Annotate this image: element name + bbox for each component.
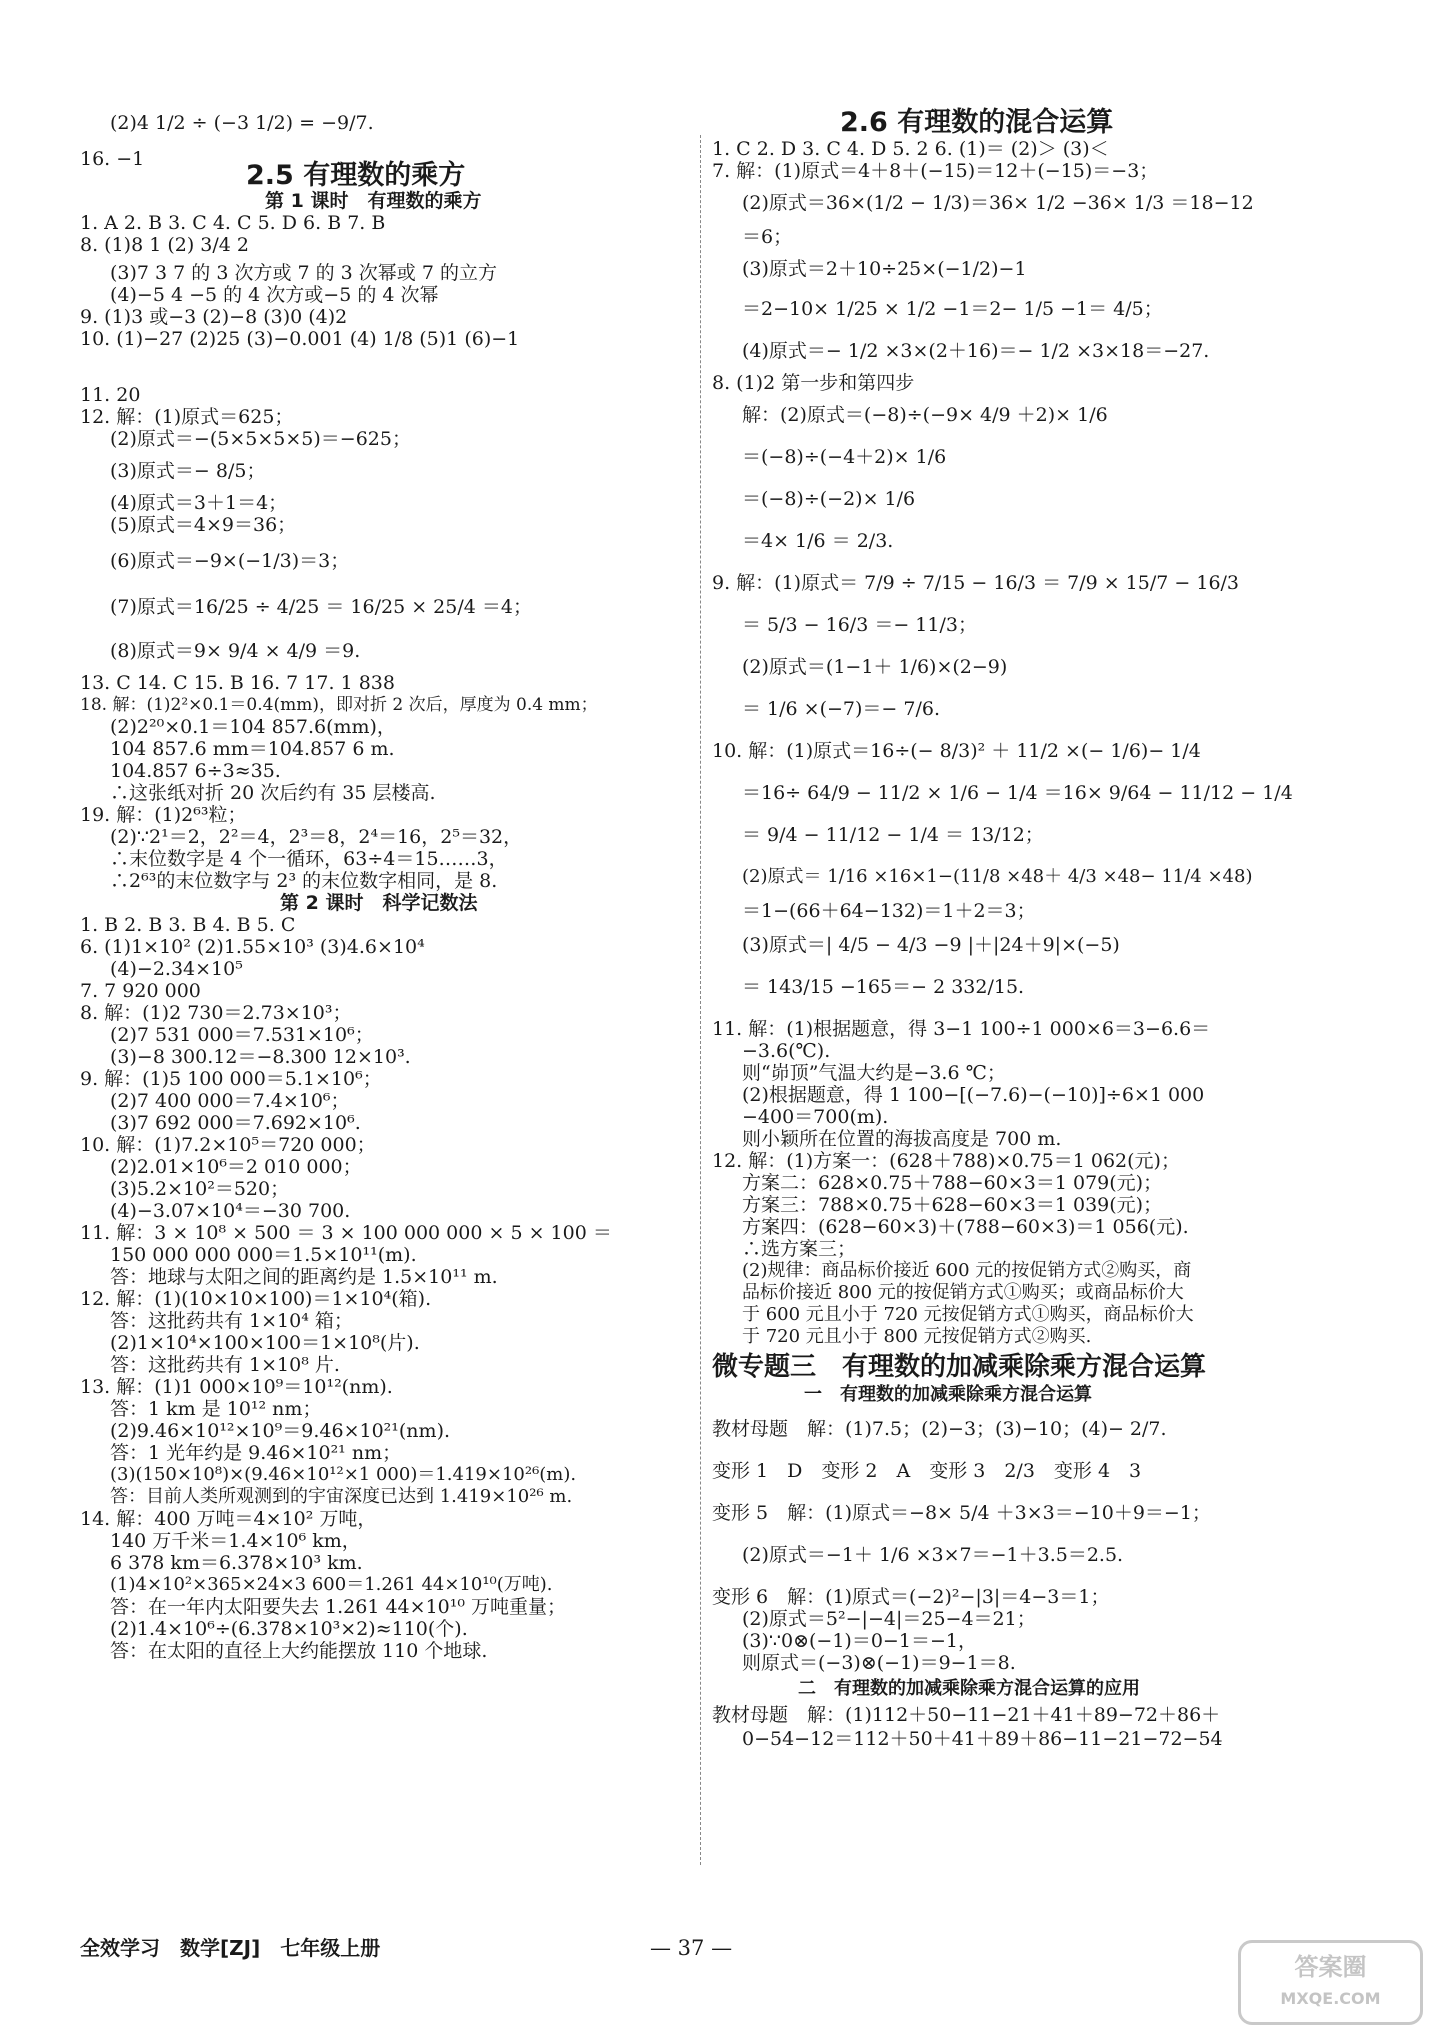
lesson-title: 第 1 课时 有理数的乘方 xyxy=(265,190,482,212)
answer-line: 12. 解：(1)原式＝625； xyxy=(80,406,294,428)
answer-line: (2)7 400 000＝7.4×10⁶； xyxy=(110,1090,350,1112)
answer-line: 11. 解：3 × 10⁸ × 500 ＝ 3 × 100 000 000 × 5 × 100 ＝ xyxy=(80,1222,612,1244)
answer-line: 104.857 6÷3≈35. xyxy=(110,760,281,782)
answer-line: ＝(−8)÷(−4＋2)× 1/6 xyxy=(742,446,947,468)
answer-line: 104 857.6 mm＝104.857 6 m. xyxy=(110,738,395,760)
answer-line: (2)根据题意，得 1 100−[(−7.6)−(−10)]÷6×1 000 xyxy=(742,1084,1205,1106)
answer-line: (4)−5 4 −5 的 4 次方或−5 的 4 次幂 xyxy=(110,284,439,306)
answer-line: (2)2.01×10⁶＝2 010 000； xyxy=(110,1156,362,1178)
watermark-text: 答案圈 xyxy=(1294,1953,1367,1981)
answer-line: (3)−8 300.12＝−8.300 12×10³. xyxy=(110,1046,411,1068)
topic-subtitle: 二 有理数的加减乘除乘方混合运算的应用 xyxy=(798,1678,1140,1699)
answer-line: (5)原式＝4×9＝36； xyxy=(110,514,297,536)
answer-line: 6. (1)1×10² (2)1.55×10³ (3)4.6×10⁴ xyxy=(80,936,425,958)
answer-line: 9. 解：(1)原式＝ 7/9 ÷ 7/15 − 16/3 ＝ 7/9 × 15/7 − 16/3 xyxy=(712,572,1240,594)
answer-line: 答：目前人类所观测到的宇宙深度已达到 1.419×10²⁶ m. xyxy=(110,1486,573,1507)
answer-line: (3)7 3 7 的 3 次方或 7 的 3 次幂或 7 的立方 xyxy=(110,262,497,284)
topic-subtitle: 一 有理数的加减乘除乘方混合运算 xyxy=(804,1384,1092,1405)
answer-line: 1. A 2. B 3. C 4. C 5. D 6. B 7. B xyxy=(80,212,386,234)
answer-line: 11. 解：(1)根据题意，得 3−1 100÷1 000×6＝3−6.6＝ xyxy=(712,1018,1211,1040)
answer-line: ∴末位数字是 4 个一循环，63÷4＝15……3， xyxy=(110,848,508,870)
answer-line: (2)9.46×10¹²×10⁹＝9.46×10²¹(nm). xyxy=(110,1420,451,1442)
answer-line: 答：在太阳的直径上大约能摆放 110 个地球. xyxy=(110,1640,488,1662)
answer-line: (2)规律：商品标价接近 600 元的按促销方式②购买，商 xyxy=(742,1260,1192,1281)
answer-line: 方案三：788×0.75＋628−60×3＝1 039(元)； xyxy=(742,1194,1163,1216)
answer-line: (3)(150×10⁸)×(9.46×10¹²×1 000)＝1.419×10²⁶(m). xyxy=(110,1464,577,1485)
answer-line: (1)4×10²×365×24×3 600＝1.261 44×10¹⁰(万吨). xyxy=(110,1574,553,1595)
answer-line: (2)4 1/2 ÷ (−3 1/2) = −9/7. xyxy=(110,112,374,134)
answer-line: 变形 1 D 变形 2 A 变形 3 2/3 变形 4 3 xyxy=(712,1460,1142,1482)
answer-line: (7)原式＝16/25 ÷ 4/25 ＝ 16/25 × 25/4 ＝4； xyxy=(110,596,532,618)
answer-line: (2)原式＝ 1/16 ×16×1−(11/8 ×48＋ 4/3 ×48− 11/4 ×48) xyxy=(742,866,1253,887)
answer-line: 变形 6 解：(1)原式＝(−2)²−|3|＝4−3＝1； xyxy=(712,1586,1110,1608)
answer-line: 解：(2)原式＝(−8)÷(−9× 4/9 ＋2)× 1/6 xyxy=(742,404,1108,426)
answer-line: (2)∵2¹＝2，2²＝4，2³＝8，2⁴＝16，2⁵＝32， xyxy=(110,826,523,848)
answer-line: 14. 解：400 万吨＝4×10² 万吨， xyxy=(80,1508,377,1530)
answer-line: (2)原式＝(1−1＋ 1/6)×(2−9) xyxy=(742,656,1008,678)
answer-line: (3)原式＝| 4/5 − 4/3 −9 |＋|24＋9|×(−5) xyxy=(742,934,1120,956)
answer-line: 则“峁顶”气温大约是−3.6 ℃； xyxy=(742,1062,1006,1084)
answer-line: 方案二：628×0.75＋788−60×3＝1 079(元)； xyxy=(742,1172,1163,1194)
answer-line: ＝4× 1/6 ＝ 2/3. xyxy=(742,530,894,552)
answer-line: 9. (1)3 或−3 (2)−8 (3)0 (4)2 xyxy=(80,306,348,328)
answer-line: 7. 7 920 000 xyxy=(80,980,201,1002)
answer-line: 1. C 2. D 3. C 4. D 5. 2 6. (1)＝ (2)＞ (3)＜ xyxy=(712,138,1109,160)
answer-line: 于 720 元且小于 800 元按促销方式②购买. xyxy=(742,1326,1092,1347)
answer-line: (8)原式＝9× 9/4 × 4/9 ＝9. xyxy=(110,640,361,662)
answer-line: 12. 解：(1)方案一：(628＋788)×0.75＝1 062(元)； xyxy=(712,1150,1180,1172)
answer-line: 10. 解：(1)7.2×10⁵＝720 000； xyxy=(80,1134,376,1156)
answer-line: (4)−3.07×10⁴＝−30 700. xyxy=(110,1200,351,1222)
answer-line: 答：这批药共有 1×10⁴ 箱； xyxy=(110,1310,353,1332)
answer-line: (4)原式＝− 1/2 ×3×(2＋16)＝− 1/2 ×3×18＝−27. xyxy=(742,340,1210,362)
answer-line: (2)1×10⁴×100×100＝1×10⁸(片). xyxy=(110,1332,420,1354)
answer-line: 品标价接近 800 元的按促销方式①购买；或商品标价大 xyxy=(742,1282,1184,1303)
section-title: 2.6 有理数的混合运算 xyxy=(840,107,1114,138)
answer-line: ＝ 9/4 − 11/12 − 1/4 ＝ 13/12； xyxy=(742,824,1044,846)
answer-line: 方案四：(628−60×3)＋(788−60×3)＝1 056(元). xyxy=(742,1216,1189,1238)
answer-line: 答：在一年内太阳要失去 1.261 44×10¹⁰ 万吨重量； xyxy=(110,1596,567,1618)
answer-line: 8. (1)2 第一步和第四步 xyxy=(712,372,915,394)
answer-line: 16. −1 xyxy=(80,148,145,170)
answer-line: −400＝700(m). xyxy=(742,1106,889,1128)
answer-line: ＝6； xyxy=(742,226,793,248)
answer-line: (2)2²⁰×0.1＝104 857.6(mm)， xyxy=(110,716,396,738)
answer-line: (2)原式＝36×(1/2 − 1/3)＝36× 1/2 −36× 1/3 ＝18−12 xyxy=(742,192,1254,214)
answer-line: 1. B 2. B 3. B 4. B 5. C xyxy=(80,914,296,936)
answer-line: 于 600 元且小于 720 元按促销方式①购买，商品标价大 xyxy=(742,1304,1194,1325)
answer-line: 6 378 km＝6.378×10³ km. xyxy=(110,1552,363,1574)
answer-line: 9. 解：(1)5 100 000＝5.1×10⁶； xyxy=(80,1068,382,1090)
page-number: — 37 — xyxy=(650,1936,733,1960)
answer-line: (3)∵0⊗(−1)＝0−1＝−1， xyxy=(742,1630,977,1652)
answer-line: −3.6(℃). xyxy=(742,1040,831,1062)
answer-line: 10. 解：(1)原式＝16÷(− 8/3)² ＋ 11/2 ×(− 1/6)− 1/4 xyxy=(712,740,1201,762)
answer-line: 7. 解：(1)原式＝4＋8＋(−15)＝12＋(−15)＝−3； xyxy=(712,160,1159,182)
answer-line: 0−54−12＝112＋50＋41＋89＋86−11−21−72−54 xyxy=(742,1728,1223,1750)
answer-line: ＝ 1/6 ×(−7)＝− 7/6. xyxy=(742,698,940,720)
answer-line: (2)原式＝−1＋ 1/6 ×3×7＝−1＋3.5＝2.5. xyxy=(742,1544,1124,1566)
answer-line: ＝16÷ 64/9 − 11/2 × 1/6 − 1/4 ＝16× 9/64 − 11/12 − 1/4 xyxy=(742,782,1293,804)
answer-line: 变形 5 解：(1)原式＝−8× 5/4 ＋3×3＝−10＋9＝−1； xyxy=(712,1502,1211,1524)
answer-line: 答：地球与太阳之间的距离约是 1.5×10¹¹ m. xyxy=(110,1266,498,1288)
footer-book-title: 全效学习 数学[ZJ] 七年级上册 xyxy=(80,1936,381,1960)
answer-line: 13. C 14. C 15. B 16. 7 17. 1 838 xyxy=(80,672,395,694)
answer-line: 13. 解：(1)1 000×10⁹＝10¹²(nm). xyxy=(80,1376,393,1398)
answer-line: (2)7 531 000＝7.531×10⁶； xyxy=(110,1024,374,1046)
answer-line: (3)原式＝− 8/5； xyxy=(110,460,266,482)
answer-line: (4)−2.34×10⁵ xyxy=(110,958,243,980)
answer-line: (4)原式＝3＋1＝4； xyxy=(110,492,288,514)
answer-line: ＝(−8)÷(−2)× 1/6 xyxy=(742,488,916,510)
answer-line: ∴2⁶³的末位数字与 2³ 的末位数字相同，是 8. xyxy=(110,870,498,892)
answer-line: 答：1 km 是 10¹² nm； xyxy=(110,1398,322,1420)
answer-line: 18. 解：(1)2²×0.1＝0.4(mm)，即对折 2 次后，厚度为 0.4 mm； xyxy=(80,695,598,715)
answer-line: ＝ 5/3 − 16/3 ＝− 11/3； xyxy=(742,614,977,636)
answer-line: 教材母题 解：(1)112＋50−11−21＋41＋89−72＋86＋ xyxy=(712,1704,1221,1726)
answer-line: (3)原式＝2＋10÷25×(−1/2)−1 xyxy=(742,258,1027,280)
answer-line: ＝1−(66＋64−132)＝1＋2＝3； xyxy=(742,900,1036,922)
answer-line: 19. 解：(1)2⁶³粒； xyxy=(80,804,247,826)
answer-line: (3)7 692 000＝7.692×10⁶. xyxy=(110,1112,361,1134)
section-title: 2.5 有理数的乘方 xyxy=(246,160,466,191)
answer-line: 150 000 000 000＝1.5×10¹¹(m). xyxy=(110,1244,417,1266)
answer-line: 12. 解：(1)(10×10×100)＝1×10⁴(箱). xyxy=(80,1288,432,1310)
answer-line: (2)原式＝−(5×5×5×5)＝−625； xyxy=(110,428,411,450)
answer-line: (3)5.2×10²＝520； xyxy=(110,1178,290,1200)
topic-title: 微专题三 有理数的加减乘除乘方混合运算 xyxy=(712,1352,1207,1382)
watermark-logo xyxy=(1238,1940,1423,2025)
answer-line: 11. 20 xyxy=(80,384,141,406)
answer-line: 8. 解：(1)2 730＝2.73×10³； xyxy=(80,1002,352,1024)
answer-line: ＝2−10× 1/25 × 1/2 −1＝2− 1/5 −1＝ 4/5； xyxy=(742,298,1163,320)
answer-line: (6)原式＝−9×(−1/3)＝3； xyxy=(110,550,350,572)
answer-line: 答：这批药共有 1×10⁸ 片. xyxy=(110,1354,340,1376)
lesson-title: 第 2 课时 科学记数法 xyxy=(280,892,478,914)
answer-line: 答：1 光年约是 9.46×10²¹ nm； xyxy=(110,1442,402,1464)
answer-line: ∴这张纸对折 20 次后约有 35 层楼高. xyxy=(110,782,436,804)
answer-line: ＝ 143/15 −165＝− 2 332/15. xyxy=(742,976,1025,998)
answer-line: ∴选方案三； xyxy=(742,1238,857,1260)
answer-line: 10. (1)−27 (2)25 (3)−0.001 (4) 1/8 (5)1 (6)−1 xyxy=(80,328,520,350)
answer-line: 8. (1)8 1 (2) 3/4 2 xyxy=(80,234,249,256)
answer-line: 则小颖所在位置的海拔高度是 700 m. xyxy=(742,1128,1062,1150)
column-divider xyxy=(700,135,701,1865)
answer-line: 教材母题 解：(1)7.5；(2)−3；(3)−10；(4)− 2/7. xyxy=(712,1418,1167,1440)
answer-line: (2)1.4×10⁶÷(6.378×10³×2)≈110(个). xyxy=(110,1618,468,1640)
watermark-url: MXQE.COM xyxy=(1280,1989,1381,2008)
answer-line: (2)原式＝5²−|−4|＝25−4＝21； xyxy=(742,1608,1036,1630)
answer-line: 140 万千米＝1.4×10⁶ km， xyxy=(110,1530,361,1552)
answer-line: 则原式＝(−3)⊗(−1)＝9−1＝8. xyxy=(742,1652,1016,1674)
